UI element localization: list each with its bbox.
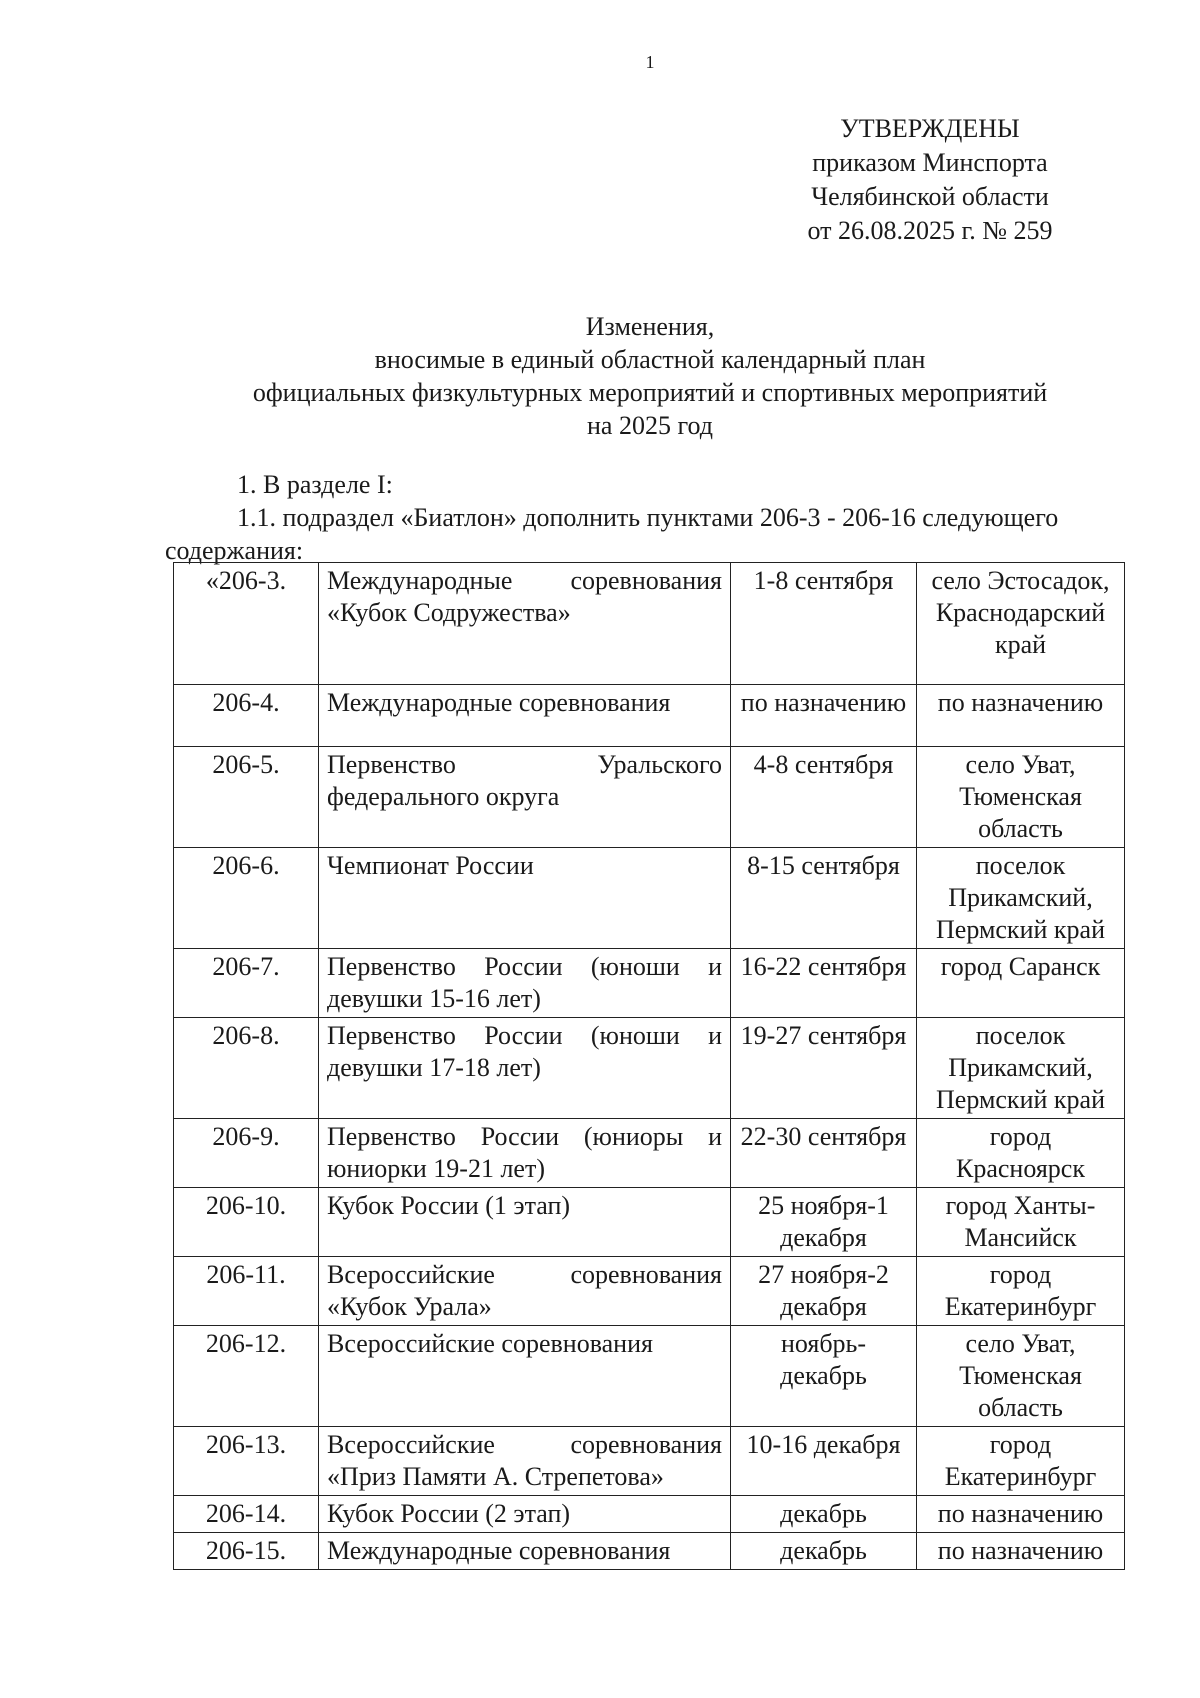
event-place: поселок Прикамский, Пермский край (917, 848, 1125, 949)
event-name: Первенство России (юниоры и юниорки 19-21 лет) (319, 1119, 731, 1188)
event-place: по назначению (917, 1533, 1125, 1570)
event-name: Международные соревнования «Кубок Содружества» (319, 563, 731, 685)
event-place: город Екатеринбург (917, 1257, 1125, 1326)
event-date: 19-27 сентября (731, 1018, 917, 1119)
row-number: 206-6. (174, 848, 319, 949)
row-number: 206-8. (174, 1018, 319, 1119)
table-row (174, 1533, 1125, 1570)
event-name: Первенство Уральского федерального округа (319, 747, 731, 848)
table-row (174, 1326, 1125, 1427)
event-name: Всероссийские соревнования «Приз Памяти А. Стрепетова» (319, 1427, 731, 1496)
event-date: 27 ноября-2 декабря (731, 1257, 917, 1326)
event-name: Кубок России (2 этап) (319, 1496, 731, 1533)
event-name: Чемпионат России (319, 848, 731, 949)
table-row (174, 1257, 1125, 1326)
table-row (174, 685, 1125, 747)
heading-line-2: вносимые в единый областной календарный план (374, 345, 926, 374)
table-row (174, 1119, 1125, 1188)
section-title: 1. В разделе I: (237, 470, 393, 499)
event-name: Кубок России (1 этап) (319, 1188, 731, 1257)
event-place: город Красноярск (917, 1119, 1125, 1188)
approval-title: УТВЕРЖДЕНЫ (840, 114, 1020, 143)
row-number: 206-14. (174, 1496, 319, 1533)
section-intro (165, 468, 1135, 567)
table-row (174, 1188, 1125, 1257)
table-row (174, 1018, 1125, 1119)
approval-region: Челябинской области (811, 182, 1049, 211)
event-place: город Ханты-Мансийск (917, 1188, 1125, 1257)
row-number: 206-12. (174, 1326, 319, 1427)
event-place: по назначению (917, 1496, 1125, 1533)
event-name: Международные соревнования (319, 1533, 731, 1570)
document-heading (150, 310, 1150, 442)
table-row (174, 1496, 1125, 1533)
event-name: Международные соревнования (319, 685, 731, 747)
event-place: по назначению (917, 685, 1125, 747)
event-place: поселок Прикамский, Пермский край (917, 1018, 1125, 1119)
event-place: город Екатеринбург (917, 1427, 1125, 1496)
subsection-text: 1.1. подраздел «Биатлон» дополнить пунктами 206-3 - 206-16 следующего содержания: (165, 503, 1059, 565)
events-table (173, 562, 1125, 1570)
event-name: Всероссийские соревнования «Кубок Урала» (319, 1257, 731, 1326)
heading-line-3: официальных физкультурных мероприятий и спортивных мероприятий (252, 378, 1048, 407)
page-number: 1 (645, 52, 655, 72)
heading-line-4: на 2025 год (587, 411, 713, 440)
approval-date-number: от 26.08.2025 г. № 259 (807, 216, 1053, 245)
event-date: 4-8 сентября (731, 747, 917, 848)
event-place: село Уват, Тюменская область (917, 1326, 1125, 1427)
table-row (174, 848, 1125, 949)
event-date: 16-22 сентября (731, 949, 917, 1018)
row-number: 206-11. (174, 1257, 319, 1326)
row-number: 206-15. (174, 1533, 319, 1570)
row-number: 206-7. (174, 949, 319, 1018)
row-number: «206-3. (174, 563, 319, 685)
row-number: 206-4. (174, 685, 319, 747)
events-table-body (174, 563, 1125, 1570)
event-date: 8-15 сентября (731, 848, 917, 949)
event-name: Первенство России (юноши и девушки 17-18 лет) (319, 1018, 731, 1119)
event-date: 25 ноября-1 декабря (731, 1188, 917, 1257)
event-date: 1-8 сентября (731, 563, 917, 685)
event-name: Всероссийские соревнования (319, 1326, 731, 1427)
event-date: 22-30 сентября (731, 1119, 917, 1188)
row-number: 206-5. (174, 747, 319, 848)
approval-order: приказом Минспорта (812, 148, 1048, 177)
event-place: село Уват, Тюменская область (917, 747, 1125, 848)
table-row (174, 1427, 1125, 1496)
event-date: 10-16 декабря (731, 1427, 917, 1496)
event-name: Первенство России (юноши и девушки 15-16 лет) (319, 949, 731, 1018)
table-row (174, 563, 1125, 685)
row-number: 206-9. (174, 1119, 319, 1188)
row-number: 206-10. (174, 1188, 319, 1257)
event-place: город Саранск (917, 949, 1125, 1018)
event-date: декабрь (731, 1533, 917, 1570)
event-date: по назначению (731, 685, 917, 747)
event-date: декабрь (731, 1496, 917, 1533)
event-place: село Эстосадок, Краснодарский край (917, 563, 1125, 685)
heading-line-1: Изменения, (585, 312, 715, 341)
table-row (174, 949, 1125, 1018)
event-date: ноябрь-декабрь (731, 1326, 917, 1427)
table-row (174, 747, 1125, 848)
row-number: 206-13. (174, 1427, 319, 1496)
approval-block (780, 112, 1080, 248)
